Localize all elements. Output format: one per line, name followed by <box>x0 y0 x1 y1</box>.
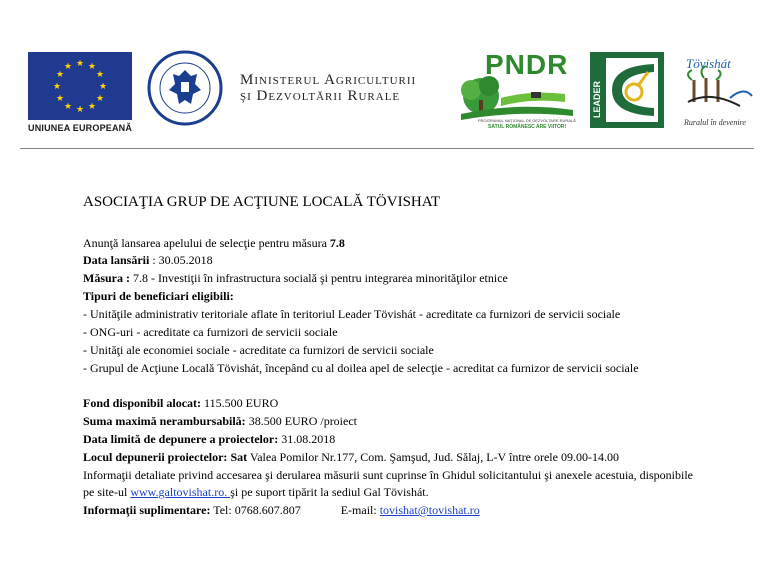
max-amount-label: Suma maximă nerambursabilă: <box>83 414 246 428</box>
location-village: Sat <box>227 450 248 464</box>
info-paragraph <box>83 467 693 501</box>
header-divider <box>20 148 754 149</box>
measure-line <box>83 270 693 287</box>
info-text: Informaţii detaliate privind accesarea şi derularea măsurii sunt cuprinse în Ghidul solicitantului şi anexele acestuia, disponibile pe site-ul <box>83 468 693 499</box>
fund-value: 115.500 EURO <box>201 396 279 410</box>
pndr-subtitle: PROGRAMUL NAŢIONAL DE DEZVOLTARE RURALĂ <box>478 118 576 123</box>
government-seal-icon <box>147 50 223 126</box>
site-link[interactable]: www.galtovishat.ro. <box>130 485 231 499</box>
email-link[interactable]: tovishat@tovishat.ro <box>379 503 480 517</box>
svg-text:★: ★ <box>75 105 85 115</box>
svg-text:★: ★ <box>52 82 62 92</box>
tovishat-name: Tövishát <box>686 56 731 71</box>
document-title: ASOCIAŢIA GRUP DE ACŢIUNE LOCALĂ TÖVISHAT <box>83 194 441 210</box>
max-amount-value: 38.500 EURO /proiect <box>245 414 358 428</box>
launch-date-value: : 30.05.2018 <box>149 253 213 267</box>
location-label: Locul depunerii proiectelor: <box>83 450 228 464</box>
svg-text:★: ★ <box>95 70 105 80</box>
info-text-end: şi pe suport tipărit la sediul Gal Tövishát. <box>230 485 429 499</box>
header-logos <box>0 0 782 150</box>
ministry-name <box>240 72 416 104</box>
pndr-slogan: SATUL ROMÂNESC ARE VIITOR! <box>488 124 567 130</box>
deadline-value: 31.08.2018 <box>278 432 336 446</box>
extra-info-label: Informaţii suplimentare: <box>83 503 211 517</box>
measure-label: Măsura : <box>83 271 133 285</box>
location-value: Valea Pomilor Nr.177, Com. Şamşud, Jud. Sălaj, L-V între orele 09.00-14.00 <box>247 450 619 464</box>
svg-text:★: ★ <box>87 62 97 72</box>
svg-text:★: ★ <box>55 70 65 80</box>
beneficiaries-heading <box>83 288 693 305</box>
fund-label: Fond disponibil alocat: <box>83 396 202 410</box>
beneficiary-item: - Unităţi ale economiei sociale - acreditate ca furnizori de servicii sociale <box>83 343 434 357</box>
fund-line <box>83 395 693 412</box>
announce-text: Anunţă lansarea apelului de selecţie pentru măsura <box>83 236 330 250</box>
ministry-line-2: şi Dezvoltării Rurale <box>240 88 401 104</box>
leader-label <box>589 60 603 120</box>
phone-number: Tel: 0768.607.807 <box>210 503 301 517</box>
svg-text:★: ★ <box>55 94 65 104</box>
beneficiary-item: - Unităţile administrativ teritoriale aflate în teritoriul Leader Tövishát - acreditate ca furnizori de servicii sociale <box>83 307 621 321</box>
svg-text:★: ★ <box>63 102 73 112</box>
svg-text:★: ★ <box>63 62 73 72</box>
measure-number: 7.8 <box>329 236 345 250</box>
svg-text:★: ★ <box>98 82 108 92</box>
beneficiary-item: - Grupul de Acţiune Locală Tövishát, începând cu al doilea apel de selecţie - acreditat ca furnizor de servicii sociale <box>83 361 639 375</box>
beneficiary-item: - ONG-uri - acreditate ca furnizori de servicii sociale <box>83 325 338 339</box>
pndr-title: PNDR <box>485 49 569 80</box>
deadline-line <box>83 431 693 448</box>
announce-line <box>83 235 693 252</box>
eu-label: UNIUNEA EUROPEANĂ <box>28 123 133 133</box>
eu-flag-icon <box>28 52 132 120</box>
ministry-line-1: Ministerul Agriculturii <box>240 72 417 88</box>
measure-value: 7.8 - Investiţii în infrastructura socială şi pentru integrarea minorităţilor etnice <box>133 271 508 285</box>
tovishat-tagline: Ruralul în devenire <box>684 118 746 127</box>
leader-label-text: LEADER <box>592 80 602 118</box>
email-label: E-mail: <box>340 503 380 517</box>
extra-info-line <box>83 502 693 519</box>
beneficiaries-label: Tipuri de beneficiari eligibili: <box>83 289 234 303</box>
launch-date-line <box>83 252 693 269</box>
location-line <box>83 449 693 466</box>
deadline-label: Data limită de depunere a proiectelor: <box>83 432 279 446</box>
launch-date-label: Data lansării <box>83 253 150 267</box>
max-amount-line <box>83 413 693 430</box>
svg-text:★: ★ <box>87 102 97 112</box>
svg-text:★: ★ <box>75 59 85 69</box>
svg-text:★: ★ <box>95 94 105 104</box>
